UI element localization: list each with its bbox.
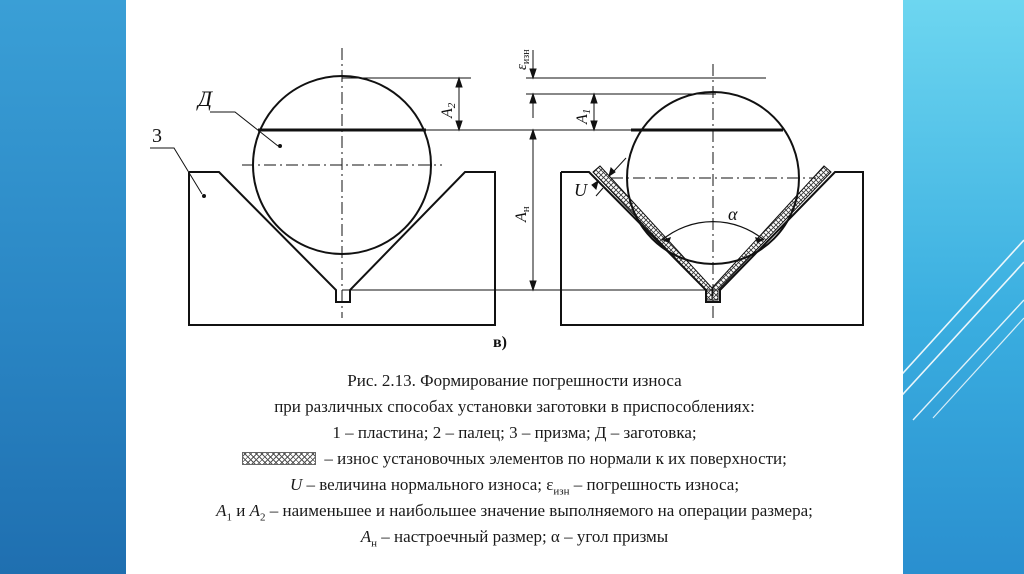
prism-label: 3 bbox=[152, 125, 162, 147]
u-label: U bbox=[574, 180, 587, 200]
figure-panel bbox=[126, 0, 903, 574]
alpha-label: α bbox=[728, 204, 738, 224]
workpiece-label: Д bbox=[198, 86, 212, 111]
caption-line-5: U – величина нормального износа; $\varepsilon_{изн}$ – погрешность износа; bbox=[289, 475, 740, 498]
right-prism bbox=[561, 172, 863, 325]
a2-label: A2 bbox=[439, 102, 458, 118]
an-label: Aн bbox=[513, 206, 532, 222]
caption-line-2: при различных способах установки заготовки в приспособлениях: bbox=[274, 397, 755, 416]
decorative-lines bbox=[903, 0, 1024, 574]
caption-line-3: 1 – пластина; 2 – палец; 3 – призма; Д – заготовка; bbox=[332, 423, 697, 442]
hatch-swatch-icon bbox=[242, 452, 316, 465]
left-center-dot bbox=[278, 144, 282, 148]
a1-label: A1 bbox=[574, 108, 593, 124]
wear-error-diagram bbox=[126, 0, 903, 360]
caption-line-7: $A_н$ – настроечный размер; α – угол призмы bbox=[360, 527, 669, 550]
eps-label: $\varepsilon_{изн}$ bbox=[514, 49, 532, 70]
right-prism-hatched-wear bbox=[593, 166, 831, 300]
caption-line-4: – износ установочных элементов по нормали к их поверхности; bbox=[126, 449, 903, 469]
left-prism-dot bbox=[202, 194, 206, 198]
caption-line-6: $A_1$ и $A_2$ – наименьшее и наибольшее значение выполняемого на операции размера; bbox=[216, 501, 813, 524]
subfigure-label: в) bbox=[493, 334, 507, 351]
caption-title: Рис. 2.13. Формирование погрешности износа bbox=[347, 371, 682, 390]
